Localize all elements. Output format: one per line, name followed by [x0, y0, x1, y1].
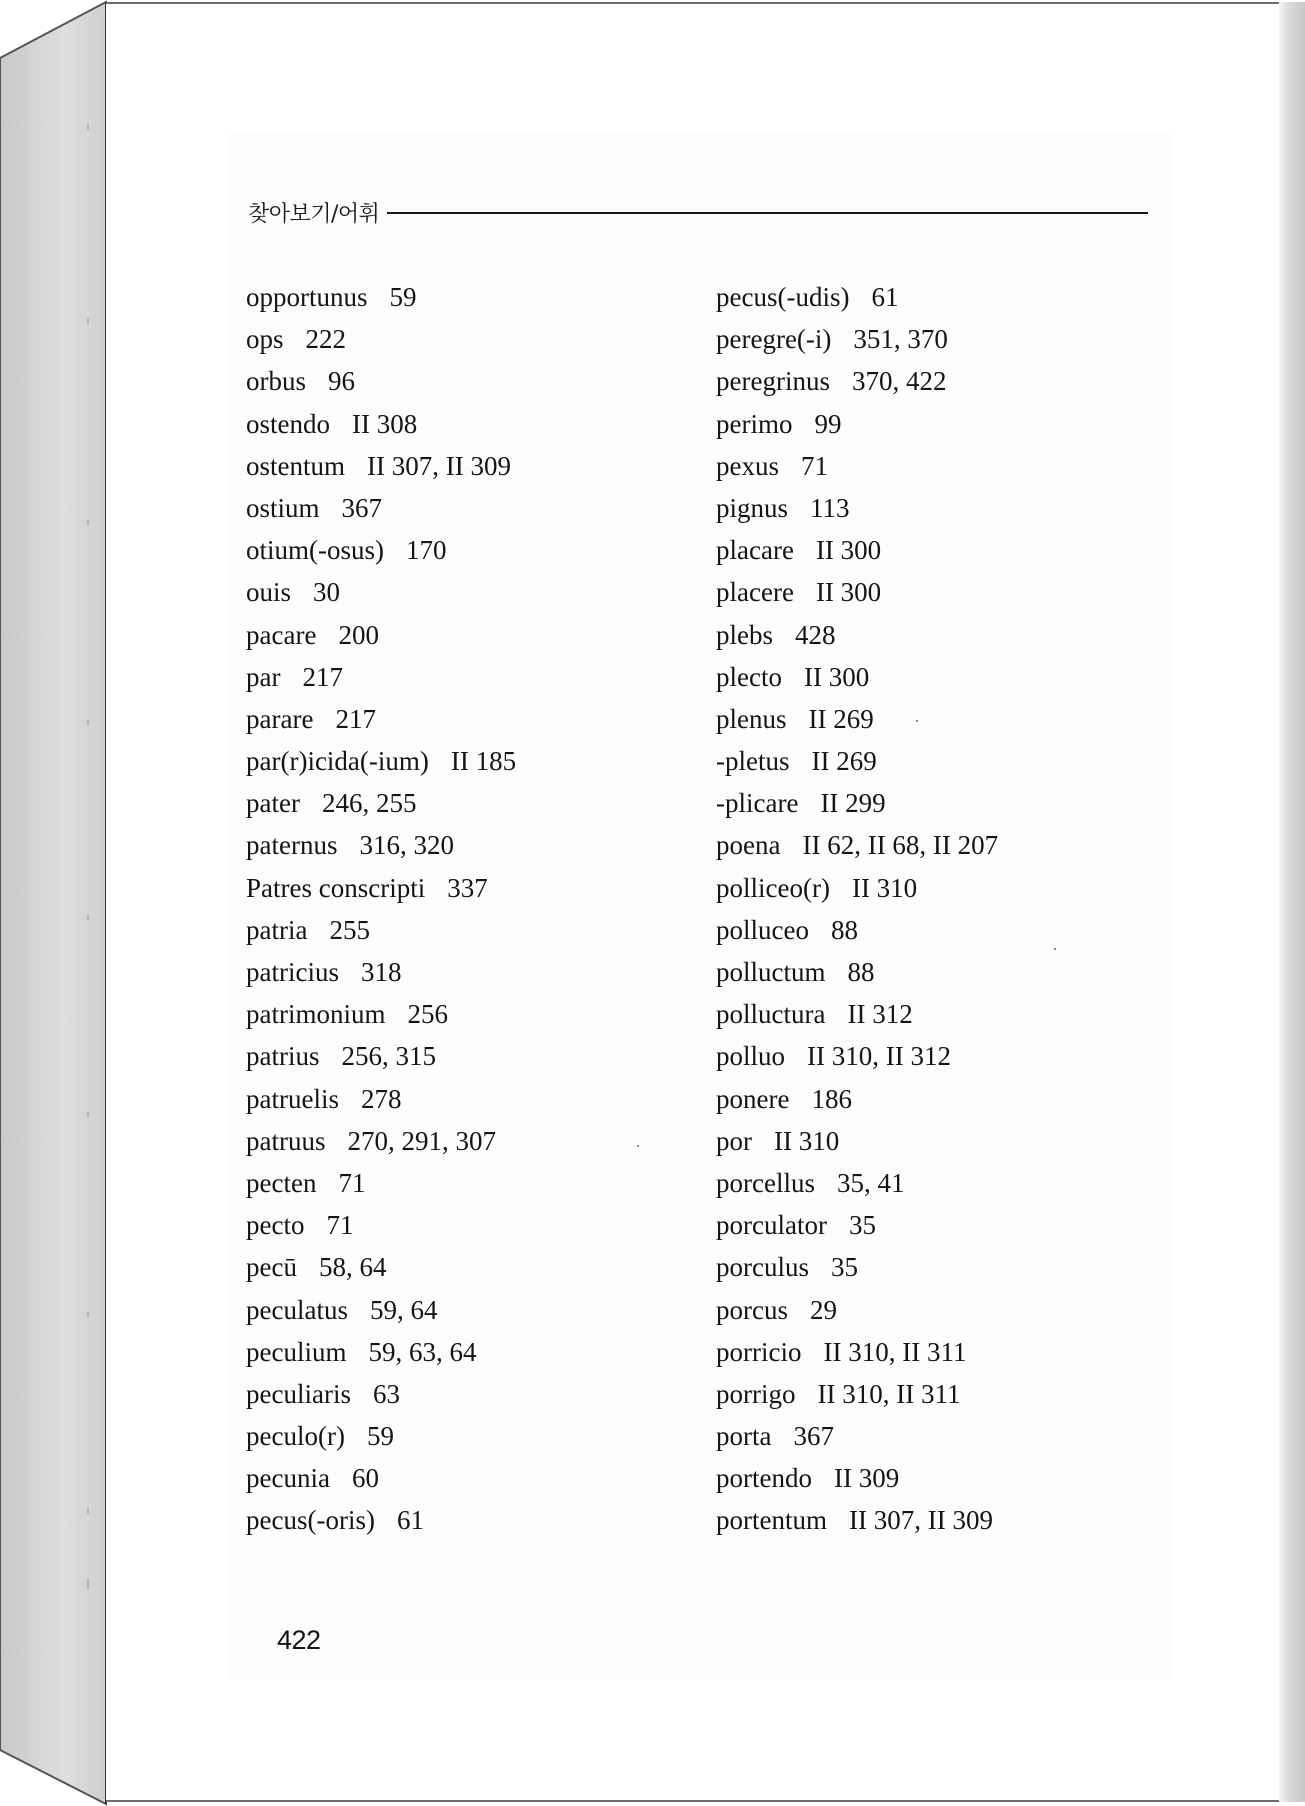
- index-term: ponere: [716, 1083, 790, 1114]
- index-term: opportunus: [246, 282, 368, 312]
- index-column-left: [246, 276, 676, 1542]
- index-page-refs: 29: [809, 1294, 837, 1325]
- index-page-refs: II 307, II 309: [848, 1505, 993, 1536]
- index-entry: [246, 403, 676, 445]
- index-entry: [716, 740, 1146, 782]
- index-page-refs: 59, 63, 64: [368, 1336, 477, 1367]
- index-term: plecto: [716, 661, 782, 692]
- index-entry: [246, 698, 676, 740]
- index-term: pecunia: [246, 1463, 330, 1494]
- index-entry: [246, 1078, 676, 1120]
- index-term: patria: [246, 914, 308, 945]
- index-term: polliceo(r): [716, 872, 830, 903]
- index-page-refs: II 310, II 311: [817, 1378, 961, 1409]
- index-page-refs: II 269: [808, 703, 874, 734]
- index-page-refs: 99: [814, 408, 842, 439]
- index-entry: [246, 360, 676, 402]
- index-page-refs: 35: [830, 1252, 858, 1283]
- scan-speck: [1054, 948, 1056, 950]
- index-entry: [716, 403, 1146, 445]
- index-term: patruus: [246, 1125, 326, 1156]
- index-entry: [716, 360, 1146, 402]
- index-page-refs: 255: [329, 914, 370, 945]
- index-term: patrius: [246, 1041, 320, 1072]
- index-page-refs: 71: [801, 450, 828, 481]
- index-entry: [246, 487, 676, 529]
- index-term: parare: [246, 703, 314, 734]
- index-entry: [716, 1457, 1146, 1499]
- index-term: porricio: [716, 1336, 802, 1367]
- index-term: polluo: [716, 1041, 786, 1072]
- index-term: ostentum: [246, 450, 345, 481]
- index-entry: [716, 487, 1146, 529]
- index-page-refs: II 308: [352, 408, 418, 439]
- index-page-refs: 61: [871, 282, 899, 312]
- index-term: porrigo: [716, 1378, 796, 1409]
- running-head-rule: [387, 212, 1148, 214]
- index-entry: [716, 614, 1146, 656]
- index-entry: [246, 909, 676, 951]
- index-term: pignus: [716, 492, 789, 523]
- index-term: porcus: [716, 1294, 788, 1325]
- index-entry: [246, 1204, 676, 1246]
- index-entry: [716, 1246, 1146, 1288]
- index-term: plebs: [716, 619, 773, 650]
- index-page-refs: 63: [372, 1378, 400, 1409]
- index-term: ouis: [246, 577, 292, 608]
- index-entry: [246, 318, 676, 360]
- index-term: ops: [246, 324, 284, 355]
- index-term: -plicare: [716, 788, 799, 819]
- index-term: pecus(-oris): [246, 1505, 375, 1536]
- index-page-refs: 59, 64: [369, 1294, 438, 1325]
- index-entry: [716, 698, 1146, 740]
- index-term: porculator: [716, 1210, 827, 1241]
- index-entry: [716, 824, 1146, 866]
- index-page-refs: 88: [847, 957, 875, 987]
- index-entry: [716, 656, 1146, 698]
- index-term: polluctum: [716, 957, 826, 987]
- index-term: par: [246, 661, 281, 692]
- index-term: pecū: [246, 1252, 297, 1283]
- index-term: -pletus: [716, 746, 790, 777]
- index-term: orbus: [246, 366, 306, 397]
- index-entry: [716, 445, 1146, 487]
- index-page-refs: 59: [366, 1421, 394, 1452]
- index-term: plenus: [716, 703, 787, 734]
- index-page-refs: 71: [338, 1167, 366, 1198]
- index-page-refs: 35, 41: [836, 1167, 905, 1198]
- index-page-refs: 35: [848, 1210, 876, 1241]
- index-page-refs: 222: [305, 324, 347, 355]
- index-entry: [716, 1415, 1146, 1457]
- index-entry: [246, 1246, 676, 1288]
- index-entry: [716, 993, 1146, 1035]
- index-page-refs: 337: [447, 872, 488, 903]
- index-page-refs: II 310, II 312: [807, 1041, 951, 1072]
- index-entry: [246, 529, 676, 571]
- index-term: porculus: [716, 1252, 809, 1283]
- index-term: pecten: [246, 1167, 317, 1198]
- index-entry: [246, 782, 676, 824]
- index-page-refs: II 312: [847, 999, 913, 1030]
- index-entry: [716, 782, 1146, 824]
- index-entry: [246, 1289, 676, 1331]
- page-edge: [1279, 2, 1305, 1802]
- running-head-title: 찾아보기/어휘: [248, 201, 380, 227]
- index-term: placare: [716, 535, 794, 566]
- index-term: placere: [716, 577, 794, 608]
- index-entry: [246, 571, 676, 613]
- index-page-refs: II 299: [820, 788, 886, 819]
- scan-speck: [916, 720, 918, 722]
- index-term: peregrinus: [716, 366, 830, 397]
- index-page-refs: II 62, II 68, II 207: [802, 830, 999, 861]
- index-entry: [246, 656, 676, 698]
- index-page-refs: II 300: [803, 661, 870, 692]
- index-page-refs: II 300: [815, 577, 882, 608]
- index-term: porcellus: [716, 1167, 815, 1198]
- index-page-refs: 351, 370: [853, 324, 948, 355]
- index-entry: [246, 951, 676, 993]
- index-entry: [716, 1162, 1146, 1204]
- index-entry: [716, 1289, 1146, 1331]
- index-term: ostium: [246, 492, 320, 523]
- index-entry: [716, 571, 1146, 613]
- index-term: peculium: [246, 1336, 347, 1367]
- index-page-refs: II 309: [833, 1463, 900, 1494]
- index-term: patricius: [246, 957, 339, 987]
- index-entry: [246, 1162, 676, 1204]
- page-number: 422: [277, 1625, 321, 1655]
- index-page-refs: II 307, II 309: [367, 450, 511, 481]
- index-entry: [246, 1120, 676, 1162]
- index-page-refs: 58, 64: [318, 1252, 387, 1283]
- index-page-refs: 217: [335, 703, 376, 734]
- index-term: portendo: [716, 1463, 812, 1494]
- index-page-refs: 318: [360, 957, 402, 987]
- index-term: Patres conscripti: [246, 872, 426, 903]
- index-entry: [246, 824, 676, 866]
- index-term: pater: [246, 788, 300, 819]
- index-term: par(r)icida(-ium): [246, 746, 429, 777]
- index-term: patruelis: [246, 1083, 339, 1114]
- index-page-refs: 61: [396, 1505, 424, 1536]
- index-page-refs: 60: [351, 1463, 379, 1494]
- index-entry: [716, 909, 1146, 951]
- index-page-refs: 256, 315: [341, 1041, 436, 1072]
- index-term: porta: [716, 1421, 772, 1452]
- index-term: peregre(-i): [716, 324, 832, 355]
- index-entry: [716, 1373, 1146, 1415]
- index-page-refs: 278: [360, 1083, 402, 1114]
- index-entry: [716, 867, 1146, 909]
- index-term: patrimonium: [246, 999, 386, 1030]
- index-page-refs: 88: [830, 914, 858, 945]
- index-term: polluceo: [716, 914, 809, 945]
- running-head: [248, 198, 1148, 226]
- index-page-refs: 367: [341, 492, 383, 523]
- index-entry: [246, 740, 676, 782]
- index-entry: [716, 276, 1146, 318]
- index-entry: [246, 1331, 676, 1373]
- index-term: peculatus: [246, 1294, 348, 1325]
- index-term: pacare: [246, 619, 317, 650]
- index-page-refs: II 310: [851, 872, 918, 903]
- index-term: poena: [716, 830, 781, 861]
- index-entry: [246, 993, 676, 1035]
- index-page-refs: 428: [795, 619, 836, 650]
- index-entry: [246, 276, 676, 318]
- index-term: peculiaris: [246, 1378, 351, 1409]
- index-entry: [716, 529, 1146, 571]
- index-page-refs: 367: [793, 1421, 834, 1452]
- index-page-refs: 59: [389, 282, 417, 312]
- index-page-refs: 113: [810, 492, 850, 523]
- index-entry: [716, 1035, 1146, 1077]
- index-term: portentum: [716, 1505, 827, 1536]
- index-entry: [716, 951, 1146, 993]
- index-term: pecus(-udis): [716, 282, 850, 312]
- index-entry: [716, 1120, 1146, 1162]
- index-term: pexus: [716, 450, 779, 481]
- index-page-refs: 96: [328, 366, 355, 397]
- index-page-refs: 316, 320: [359, 830, 454, 861]
- index-page-refs: II 300: [815, 535, 882, 566]
- index-entry: [246, 867, 676, 909]
- index-entry: [246, 1035, 676, 1077]
- index-page-refs: 30: [313, 577, 341, 608]
- index-page-refs: II 310, II 311: [823, 1336, 967, 1367]
- index-term: otium(-osus): [246, 535, 384, 566]
- index-page-refs: II 185: [450, 746, 517, 777]
- index-page-refs: 256: [407, 999, 448, 1030]
- index-term: ostendo: [246, 408, 330, 439]
- index-page-refs: 170: [406, 535, 447, 566]
- index-page-refs: 186: [811, 1083, 852, 1114]
- index-entry: [716, 1204, 1146, 1246]
- index-page-refs: 71: [326, 1210, 354, 1241]
- index-term: paternus: [246, 830, 338, 861]
- index-page-refs: 217: [302, 661, 343, 692]
- index-term: pecto: [246, 1210, 305, 1241]
- index-entry: [246, 1499, 676, 1541]
- index-entry: [716, 318, 1146, 360]
- index-term: peculo(r): [246, 1421, 345, 1452]
- index-page-refs: 270, 291, 307: [347, 1125, 496, 1156]
- index-column-right: [716, 276, 1146, 1542]
- scan-speck: [637, 1145, 639, 1147]
- index-entry: [246, 614, 676, 656]
- index-entry: [716, 1499, 1146, 1541]
- index-entry: [246, 1415, 676, 1457]
- index-page-refs: 200: [338, 619, 379, 650]
- index-entry: [246, 445, 676, 487]
- index-entry: [716, 1078, 1146, 1120]
- index-term: perimo: [716, 408, 793, 439]
- index-entry: [246, 1373, 676, 1415]
- index-page-refs: 246, 255: [321, 788, 417, 819]
- index-page-refs: 370, 422: [851, 366, 947, 397]
- index-term: polluctura: [716, 999, 826, 1030]
- index-page-refs: II 310: [774, 1125, 840, 1156]
- index-term: por: [716, 1125, 752, 1156]
- index-page-refs: II 269: [811, 746, 877, 777]
- index-entry: [716, 1331, 1146, 1373]
- index-entry: [246, 1457, 676, 1499]
